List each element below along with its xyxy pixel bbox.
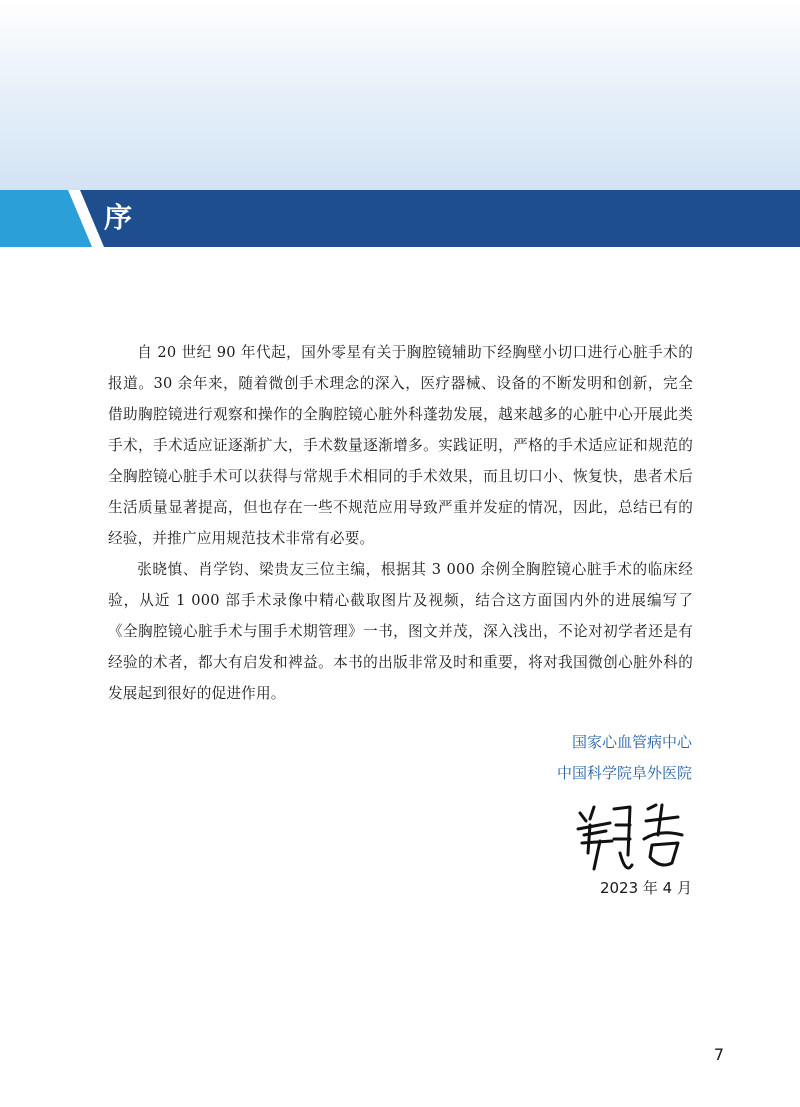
header-background (0, 0, 800, 190)
signature-block (557, 727, 692, 789)
preface-body (108, 337, 693, 709)
paragraph: 张晓慎、肖学钧、梁贵友三位主编，根据其 3 000 余例全胸腔镜心脏手术的临床经验，从近 1 000 部手术录像中精心截取图片及视频，结合这方面国内外的进展编写了《全胸腔镜心脏手术与围手术期管理》一书，图文并茂，深入浅出，不论对初学者还是有经验的术者，都大有启发和裨益。本书的出版非常及时和重要，将对我国微创心脏外科的发展起到很好的促进作用。 (108, 561, 693, 702)
organization-name: 国家心血管病中心 (571, 733, 692, 751)
page-number: 7 (713, 1045, 724, 1064)
date: 2023 年 4 月 (599, 879, 692, 897)
paragraph: 自 20 世纪 90 年代起，国外零星有关于胸腔镜辅助下经胸壁小切口进行心脏手术的报道。30 余年来，随着微创手术理念的深入，医疗器械、设备的不断发明和创新，完全借助胸腔镜进行观察和操作的全胸腔镜心脏外科蓬勃发展，越来越多的心脏中心开展此类手术，手术适应证逐渐扩大，手术数量逐渐增多。实践证明，严格的手术适应证和规范的全胸腔镜心脏手术可以获得与常规手术相同的手术效果，而且切口小、恢复快，患者术后生活质量显著提高，但也存在一些不规范应用导致严重并发症的情况，因此，总结已有的经验，并推广应用规范技术非常有必要。 (108, 344, 693, 547)
section-title: 序 (104, 201, 134, 234)
handwritten-signature (560, 795, 700, 881)
institution-name: 中国科学院阜外医院 (556, 764, 692, 782)
